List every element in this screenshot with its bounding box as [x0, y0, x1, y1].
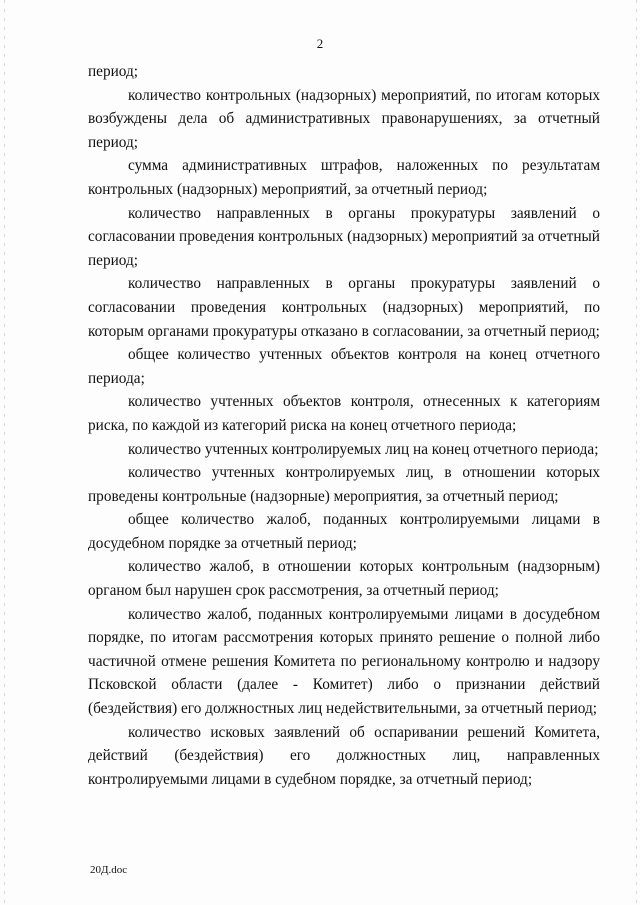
paragraph-item: количество учтенных контролируемых лиц на конец отчетного периода; — [128, 440, 599, 458]
paragraph-item: количество жалоб, поданных контролируемыми лицами в досудебном порядке, по итогам рассмотрения которых принято решение о полной либо частичной отмене решения Комитета по региональному контролю и надзору Псковской области (далее - Комитет) либо о признании действий (бездействия) его должностных лиц недействительными, за отчетный период; — [88, 605, 600, 718]
scan-edge-right — [636, 0, 637, 905]
paragraph-item: количество контрольных (надзорных) мероприятий, по итогам которых возбуждены дела об административных правонарушениях, за отчетный период; — [88, 86, 600, 151]
scan-edge-left — [4, 0, 5, 905]
paragraph-item: сумма административных штрафов, наложенных по результатам контрольных (надзорных) мероприятий, за отчетный период; — [88, 157, 600, 198]
paragraph-item: количество направленных в органы прокуратуры заявлений о согласовании проведения контрольных (надзорных) мероприятий, по которым органами прокуратуры отказано в согласовании, за отчетный период; — [88, 275, 600, 340]
footer-filename: 20Д.doc — [90, 864, 128, 876]
paragraph-item: количество исковых заявлений об оспаривании решений Комитета, действий (бездействия) его должностных лиц, направленных контролируемыми лицами в судебном порядке, за отчетный период; — [88, 723, 600, 788]
page-number: 2 — [316, 36, 324, 51]
paragraph-item: количество учтенных объектов контроля, отнесенных к категориям риска, по каждой из категорий риска на конец отчетного периода; — [88, 393, 600, 434]
paragraph-continuation: период; — [88, 63, 139, 80]
paragraph-item: общее количество учтенных объектов контроля на конец отчетного периода; — [88, 346, 600, 387]
paragraph-item: общее количество жалоб, поданных контролируемыми лицами в досудебном порядке за отчетный период; — [88, 511, 600, 552]
paragraph-item: количество жалоб, в отношении которых контрольным (надзорным) органом был нарушен срок рассмотрения, за отчетный период; — [88, 558, 600, 600]
paragraph-item: количество направленных в органы прокуратуры заявлений о согласовании проведения контрольных (надзорных) мероприятий за отчетный период; — [88, 204, 600, 269]
paragraph-item: количество учтенных контролируемых лиц, в отношении которых проведены контрольные (надзорные) мероприятия, за отчетный период; — [88, 464, 600, 505]
document-body — [88, 60, 600, 791]
